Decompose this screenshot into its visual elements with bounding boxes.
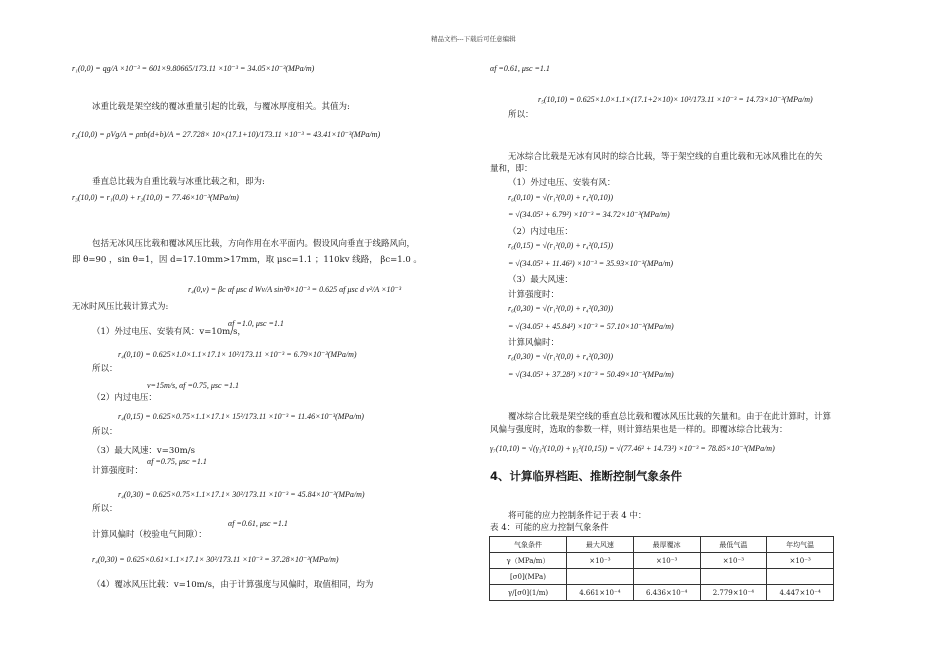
- equation-r5: r₅(10,10) = 0.625×1.0×1.1×(17.1+2×10)× 10²/173.11 ×10⁻³ = 14.73×10⁻³(MPa/m): [538, 95, 813, 104]
- table-header-row: [490, 537, 834, 553]
- paragraph-ice-combined-2: 风偏与强度时，选取的参数一样，则计算结果也是一样的。即覆冰综合比载为：: [490, 425, 788, 435]
- right-case3-strength-label: 计算强度时：: [508, 290, 560, 300]
- table-cell: γ/[σ0](1/m): [490, 585, 567, 601]
- case2-equation: r₄(0,15) = 0.625×0.75×1.1×17.1× 15²/173.11 ×10⁻³ = 11.46×10⁻³(MPa/m): [118, 412, 364, 421]
- case3-label: （3）最大风速：v=30m/s: [92, 446, 195, 456]
- case2-suoyi: 所以：: [92, 427, 118, 437]
- case3-windage-label: 计算风偏时（校验电气间隙）：: [92, 530, 207, 540]
- table-row: [490, 569, 834, 585]
- table-cell: ×10⁻³: [633, 553, 700, 569]
- case1-suoyi: 所以：: [92, 364, 118, 374]
- equation-r7: γ₇(10,10) = √(γ₃²(10,0) + γ₅²(10,15)) = √(77.46² + 14.73²) ×10⁻³ = 78.85×10⁻³(MPa/m): [490, 444, 775, 453]
- paragraph-ice-combined-1: 覆冰综合比载是架空线的垂直总比载和覆冰风压比载的矢量和。由于在此计算时，计算: [508, 412, 832, 422]
- table-cell: [567, 569, 634, 585]
- suoyi-right: 所以：: [508, 110, 534, 120]
- table-row: [490, 553, 834, 569]
- paragraph-wind-2: 即 θ=90 ，sin θ=1，因 d=17.10mm>17mm，取 μsc=1.1 ；110kv 线路， βc=1.0 。: [72, 255, 422, 265]
- case3-coefficients-strength: αf =0.75, μsc =1.1: [147, 457, 207, 466]
- case1-equation: r₄(0,10) = 0.625×1.0×1.1×17.1× 10²/173.11 ×10⁻³ = 6.79×10⁻³(MPa/m): [118, 350, 357, 359]
- case1-label: （1）外过电压、安装有风：v=10m/s，: [92, 327, 246, 337]
- table-cell: [633, 569, 700, 585]
- table-cell: [767, 569, 834, 585]
- right-case1-equation-a: r₆(0,10) = √(r₁²(0,0) + r₄²(0,10)): [508, 193, 613, 202]
- right-case1-equation-b: = √(34.05² + 6.79²) ×10⁻³ = 34.72×10⁻³(MPa/m): [508, 210, 670, 219]
- case4-label: （4）覆冰风压比载：v=10m/s，由于计算强度与风偏时，取值相同，均为: [92, 580, 374, 590]
- case3-suoyi: 所以：: [92, 504, 118, 514]
- case2-coefficients: v=15m/s, αf =0.75, μsc =1.1: [147, 381, 239, 390]
- case2-label: （2）内过电压：: [92, 393, 157, 403]
- paragraph-no-ice-combined-1: 无冰综合比载是无冰有风时的综合比载，等于架空线的自重比载和无冰风雅比在的矢: [508, 152, 823, 162]
- case3-strength-equation: r₄(0,30) = 0.625×0.75×1.1×17.1× 30²/173.11 ×10⁻³ = 45.84×10⁻³(MPa/m): [118, 490, 365, 499]
- equation-r4-general: r₄(0,v) = βc αf μsc d Wv/A sin²θ×10⁻³ = 0.625 αf μsc d v²/A ×10⁻³: [188, 285, 402, 294]
- right-case2-equation-a: r₆(0,15) = √(r₁²(0,0) + r₄²(0,15)): [508, 241, 613, 250]
- table-caption: 表 4：可能的应力控制气象条件: [490, 523, 609, 533]
- table-cell: 6.436×10⁻⁴: [633, 585, 700, 601]
- right-case2-label: （2）内过电压：: [508, 227, 573, 237]
- table-cell: 4.661×10⁻⁴: [567, 585, 634, 601]
- section-title: 4、计算临界档距、推断控制气象条件: [490, 469, 682, 483]
- control-conditions-table: [489, 536, 834, 601]
- coefficients-ice-wind: αf =0.61, μsc =1.1: [490, 64, 550, 73]
- right-case3-equation-b: = √(34.05² + 45.84²) ×10⁻³ = 57.10×10⁻³(MPa/m): [508, 322, 674, 331]
- right-case3-windage-label: 计算风偏时：: [508, 338, 560, 348]
- table-cell: γ（MPa/m）: [490, 553, 567, 569]
- paragraph-wind-1: 包括无冰风压比载和覆冰风压比载，方向作用在水平面内。假设风向垂直于线路风向，: [92, 239, 416, 249]
- table-cell: ×10⁻³: [567, 553, 634, 569]
- table-cell: 4.447×10⁻⁴: [767, 585, 834, 601]
- table-cell: ×10⁻³: [767, 553, 834, 569]
- table-header-cell: 最厚覆冰: [633, 537, 700, 553]
- right-case2-equation-b: = √(34.05² + 11.46²) ×10⁻³ = 35.93×10⁻³(MPa/m): [508, 259, 674, 268]
- table-row: [490, 585, 834, 601]
- right-case3-equation-a: r₆(0,30) = √(r₁²(0,0) + r₄²(0,30)): [508, 304, 613, 313]
- paragraph-table-intro: 将可能的应力控制条件记于表 4 中：: [508, 511, 647, 521]
- table-cell: [σ0](MPa): [490, 569, 567, 585]
- case3-strength-label: 计算强度时：: [92, 466, 144, 476]
- equation-r1: r₁(0,0) = qg/A ×10⁻³ = 601×9.80665/173.11 ×10⁻³ = 34.05×10⁻³(MPa/m): [72, 64, 315, 73]
- case3-windage-equation: r₄(0,30) = 0.625×0.61×1.1×17.1× 30²/173.11 ×10⁻³ = 37.28×10⁻³(MPa/m): [92, 555, 339, 564]
- table-cell: [700, 569, 767, 585]
- right-case3-equation-d: = √(34.05² + 37.28²) ×10⁻³ = 50.49×10⁻³(MPa/m): [508, 370, 674, 379]
- paragraph-no-ice-wind: 无冰时风压比载计算式为:: [72, 302, 169, 312]
- case3-coefficients-windage: αf =0.61, μsc =1.1: [228, 519, 288, 528]
- right-case3-label: （3）最大风速：: [508, 275, 573, 285]
- case1-coefficients: αf =1.0, μsc =1.1: [228, 319, 284, 328]
- table-header-cell: 年均气温: [767, 537, 834, 553]
- equation-r3: r₃(10,0) = r₁(0,0) + r₂(10,0) = 77.46×10⁻³(MPa/m): [72, 193, 239, 202]
- table-cell: ×10⁻³: [700, 553, 767, 569]
- right-case1-label: （1）外过电压、安装有风：: [508, 178, 616, 188]
- paragraph-ice-weight-ratio: 冰重比载是架空线的覆冰重量引起的比载，与覆冰厚度相关。其值为:: [92, 102, 350, 112]
- page-header: 精品文档---下载后可任意编辑: [431, 35, 516, 43]
- paragraph-vertical-total: 垂直总比载为自重比载与冰重比载之和，即为:: [92, 177, 265, 187]
- table-header-cell: 最大风速: [567, 537, 634, 553]
- table-header-cell: 最低气温: [700, 537, 767, 553]
- paragraph-no-ice-combined-2: 量和，即：: [490, 164, 533, 174]
- table-header-cell: 气象条件: [490, 537, 567, 553]
- equation-r2: r₂(10,0) = ρVg/A = ρπb(d+b)/A = 27.728× 10×(17.1+10)/173.11 ×10⁻³ = 43.41×10⁻³(MPa/m): [72, 130, 381, 139]
- right-case3-equation-c: r₆(0,30) = √(r₁²(0,0) + r₄²(0,30)): [508, 352, 613, 361]
- table-cell: 2.779×10⁻⁴: [700, 585, 767, 601]
